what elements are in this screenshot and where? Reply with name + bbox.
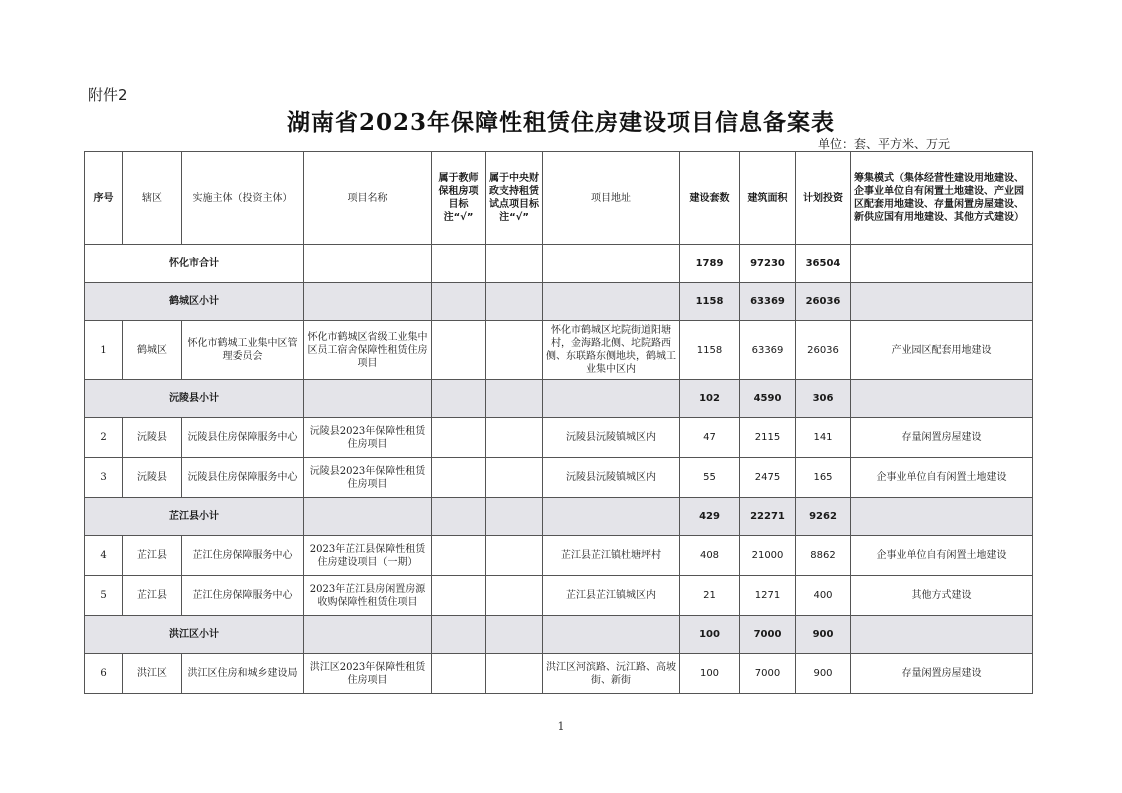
subtotal-empty-cell <box>432 616 486 654</box>
cell-address: 沅陵县沅陵镇城区内 <box>543 458 680 498</box>
subtotal-units: 102 <box>680 380 740 418</box>
project-table <box>84 151 1033 694</box>
subtotal-label: 沅陵县小计 <box>85 380 304 418</box>
subtotal-row <box>85 616 1033 654</box>
page-title: 湖南省2023年保障性租赁住房建设项目信息备案表 <box>286 109 835 136</box>
cell-investment: 400 <box>796 576 851 616</box>
table-row <box>85 576 1033 616</box>
cell-project-name: 2023年芷江县保障性租赁住房建设项目（一期） <box>304 536 432 576</box>
cell-area: 63369 <box>740 321 796 380</box>
subtotal-investment: 9262 <box>796 498 851 536</box>
subtotal-area: 7000 <box>740 616 796 654</box>
total-empty-cell <box>851 245 1033 283</box>
subtotal-empty-cell <box>851 380 1033 418</box>
cell-funding-mode: 其他方式建设 <box>851 576 1033 616</box>
cell-entity: 洪江区住房和城乡建设局 <box>182 654 304 694</box>
subtotal-empty-cell <box>432 498 486 536</box>
cell-entity: 芷江住房保障服务中心 <box>182 536 304 576</box>
subtotal-area: 4590 <box>740 380 796 418</box>
cell-project-name: 沅陵县2023年保障性租赁住房项目 <box>304 418 432 458</box>
subtotal-area: 22271 <box>740 498 796 536</box>
cell-central-flag <box>486 654 543 694</box>
subtotal-investment: 900 <box>796 616 851 654</box>
cell-central-flag <box>486 418 543 458</box>
total-area: 97230 <box>740 245 796 283</box>
table-row <box>85 536 1033 576</box>
cell-district: 沅陵县 <box>123 458 182 498</box>
cell-funding-mode: 企事业单位自有闲置土地建设 <box>851 536 1033 576</box>
subtotal-empty-cell <box>304 283 432 321</box>
subtotal-label: 洪江区小计 <box>85 616 304 654</box>
subtotal-empty-cell <box>486 283 543 321</box>
cell-investment: 165 <box>796 458 851 498</box>
cell-project-name: 怀化市鹤城区省级工业集中区员工宿舍保障性租赁住房项目 <box>304 321 432 380</box>
header-district: 辖区 <box>123 152 182 245</box>
subtotal-units: 1158 <box>680 283 740 321</box>
subtotal-label: 芷江县小计 <box>85 498 304 536</box>
total-units: 1789 <box>680 245 740 283</box>
cell-project-name: 洪江区2023年保障性租赁住房项目 <box>304 654 432 694</box>
cell-area: 2115 <box>740 418 796 458</box>
cell-funding-mode: 产业园区配套用地建设 <box>851 321 1033 380</box>
cell-teacher-flag <box>432 418 486 458</box>
page-number: 1 <box>557 720 565 733</box>
subtotal-empty-cell <box>543 616 680 654</box>
table-row <box>85 654 1033 694</box>
cell-project-name: 2023年芷江县房闲置房源收购保障性租赁住项目 <box>304 576 432 616</box>
subtotal-empty-cell <box>432 380 486 418</box>
cell-funding-mode: 存量闲置房屋建设 <box>851 654 1033 694</box>
cell-investment: 141 <box>796 418 851 458</box>
cell-address: 怀化市鹤城区坨院街道阳塘村，金海路北侧、坨院路西侧、东联路东侧地块，鹤城工业集中区内 <box>543 321 680 380</box>
subtotal-area: 63369 <box>740 283 796 321</box>
subtotal-empty-cell <box>543 380 680 418</box>
cell-funding-mode: 企事业单位自有闲置土地建设 <box>851 458 1033 498</box>
cell-address: 洪江区河滨路、沅江路、高坡街、新街 <box>543 654 680 694</box>
table-row <box>85 418 1033 458</box>
total-label: 怀化市合计 <box>85 245 304 283</box>
header-address: 项目地址 <box>543 152 680 245</box>
total-row <box>85 245 1033 283</box>
cell-project-name: 沅陵县2023年保障性租赁住房项目 <box>304 458 432 498</box>
cell-units: 21 <box>680 576 740 616</box>
cell-central-flag <box>486 321 543 380</box>
cell-central-flag <box>486 536 543 576</box>
cell-units: 100 <box>680 654 740 694</box>
table-row <box>85 458 1033 498</box>
subtotal-empty-cell <box>543 283 680 321</box>
subtotal-investment: 26036 <box>796 283 851 321</box>
cell-entity: 沅陵县住房保障服务中心 <box>182 458 304 498</box>
total-investment: 36504 <box>796 245 851 283</box>
subtotal-units: 100 <box>680 616 740 654</box>
subtotal-empty-cell <box>304 380 432 418</box>
header-central-flag: 属于中央财政支持租赁试点项目标注“√” <box>486 152 543 245</box>
subtotal-empty-cell <box>543 498 680 536</box>
cell-district: 鹤城区 <box>123 321 182 380</box>
header-units: 建设套数 <box>680 152 740 245</box>
subtotal-units: 429 <box>680 498 740 536</box>
cell-investment: 8862 <box>796 536 851 576</box>
cell-teacher-flag <box>432 321 486 380</box>
cell-teacher-flag <box>432 576 486 616</box>
subtotal-empty-cell <box>432 283 486 321</box>
header-project-name: 项目名称 <box>304 152 432 245</box>
attachment-label: 附件2 <box>88 86 128 104</box>
total-empty-cell <box>432 245 486 283</box>
cell-seq: 6 <box>85 654 123 694</box>
subtotal-empty-cell <box>486 498 543 536</box>
cell-seq: 1 <box>85 321 123 380</box>
cell-seq: 3 <box>85 458 123 498</box>
cell-entity: 怀化市鹤城工业集中区管理委员会 <box>182 321 304 380</box>
cell-central-flag <box>486 576 543 616</box>
cell-district: 洪江区 <box>123 654 182 694</box>
subtotal-row <box>85 283 1033 321</box>
cell-address: 沅陵县沅陵镇城区内 <box>543 418 680 458</box>
header-teacher-flag: 属于教师保租房项目标注“√” <box>432 152 486 245</box>
cell-funding-mode: 存量闲置房屋建设 <box>851 418 1033 458</box>
cell-units: 47 <box>680 418 740 458</box>
cell-units: 55 <box>680 458 740 498</box>
cell-units: 408 <box>680 536 740 576</box>
subtotal-empty-cell <box>304 616 432 654</box>
subtotal-empty-cell <box>486 380 543 418</box>
cell-seq: 2 <box>85 418 123 458</box>
cell-district: 芷江县 <box>123 536 182 576</box>
header-area: 建筑面积 <box>740 152 796 245</box>
subtotal-label: 鹤城区小计 <box>85 283 304 321</box>
cell-area: 21000 <box>740 536 796 576</box>
cell-district: 沅陵县 <box>123 418 182 458</box>
cell-address: 芷江县芷江镇杜塘坪村 <box>543 536 680 576</box>
header-investment: 计划投资 <box>796 152 851 245</box>
cell-seq: 4 <box>85 536 123 576</box>
cell-area: 7000 <box>740 654 796 694</box>
unit-label: 单位：套、平方米、万元 <box>818 137 951 151</box>
header-funding-mode: 筹集模式（集体经营性建设用地建设、企事业单位自有闲置土地建设、产业园区配套用地建设、存量闲置房屋建设、新供应国有用地建设、其他方式建设） <box>851 152 1033 245</box>
cell-investment: 26036 <box>796 321 851 380</box>
cell-entity: 芷江住房保障服务中心 <box>182 576 304 616</box>
cell-teacher-flag <box>432 458 486 498</box>
subtotal-empty-cell <box>851 616 1033 654</box>
cell-area: 2475 <box>740 458 796 498</box>
subtotal-empty-cell <box>851 283 1033 321</box>
cell-investment: 900 <box>796 654 851 694</box>
header-row <box>85 152 1033 245</box>
cell-entity: 沅陵县住房保障服务中心 <box>182 418 304 458</box>
cell-district: 芷江县 <box>123 576 182 616</box>
cell-area: 1271 <box>740 576 796 616</box>
cell-teacher-flag <box>432 654 486 694</box>
table-row <box>85 321 1033 380</box>
cell-units: 1158 <box>680 321 740 380</box>
subtotal-row <box>85 498 1033 536</box>
total-empty-cell <box>543 245 680 283</box>
subtotal-empty-cell <box>304 498 432 536</box>
subtotal-empty-cell <box>851 498 1033 536</box>
total-empty-cell <box>304 245 432 283</box>
header-entity: 实施主体（投资主体） <box>182 152 304 245</box>
cell-central-flag <box>486 458 543 498</box>
header-seq: 序号 <box>85 152 123 245</box>
subtotal-investment: 306 <box>796 380 851 418</box>
cell-teacher-flag <box>432 536 486 576</box>
cell-seq: 5 <box>85 576 123 616</box>
cell-address: 芷江县芷江镇城区内 <box>543 576 680 616</box>
subtotal-empty-cell <box>486 616 543 654</box>
subtotal-row <box>85 380 1033 418</box>
total-empty-cell <box>486 245 543 283</box>
